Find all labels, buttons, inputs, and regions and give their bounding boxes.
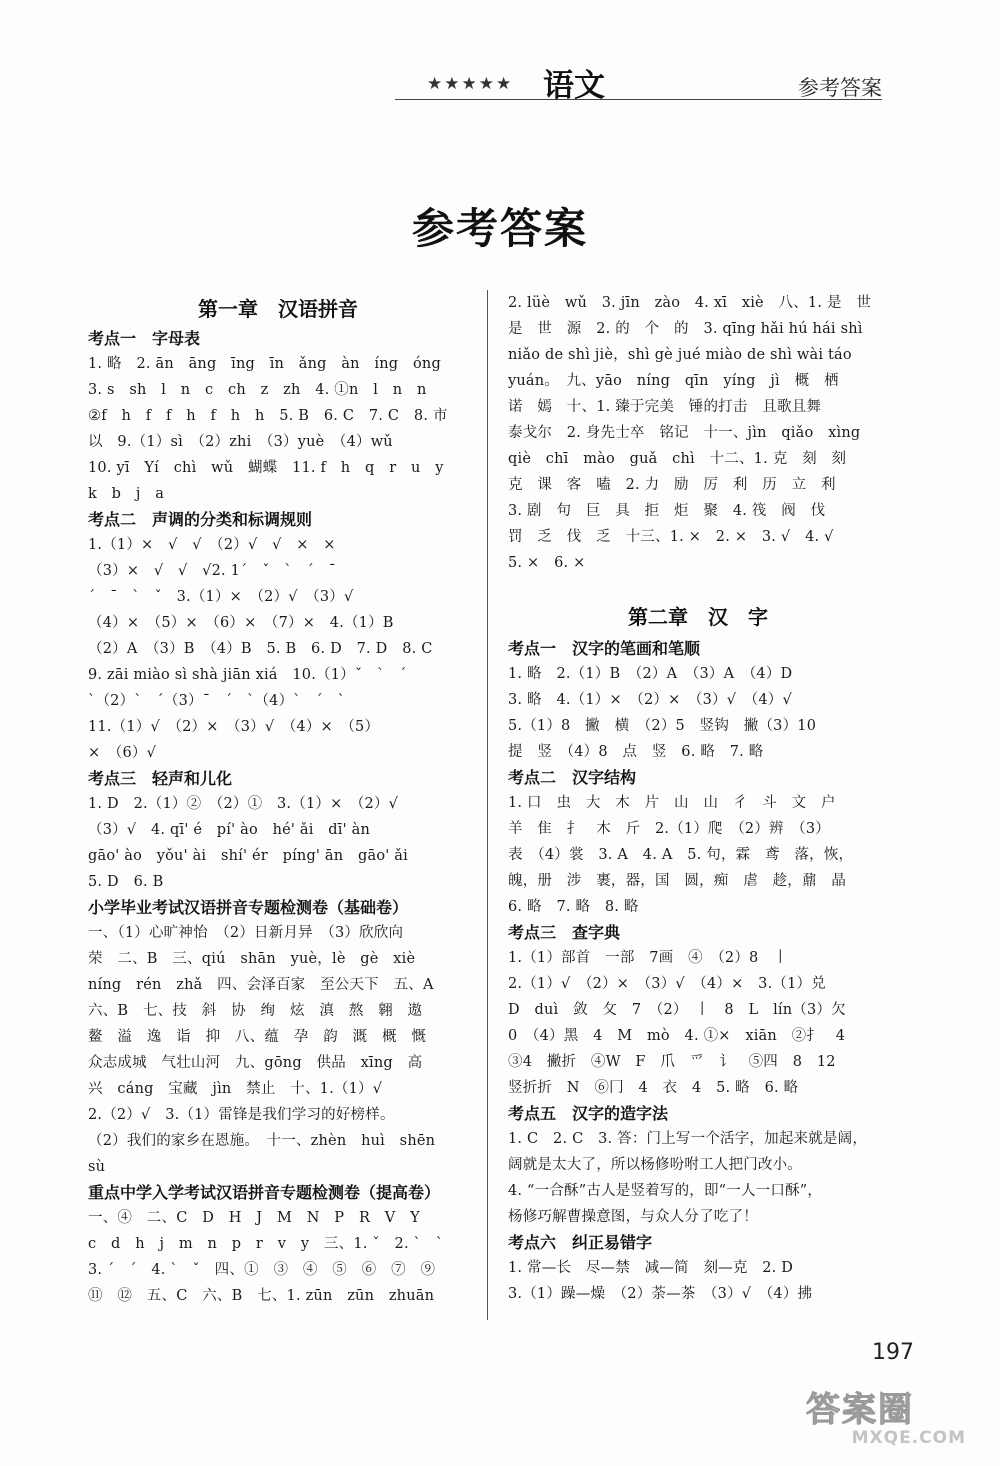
answer-block [88, 326, 468, 507]
answer-line: 诺 嫣 十、1. 臻于完美 锤的打击 且歌且舞 [508, 399, 822, 415]
section-heading: 考点六 纠正易错字 [508, 1233, 653, 1252]
answer-line: 克 课 客 嗑 2. 力 励 厉 利 历 立 利 [508, 477, 836, 493]
answer-line: （3）√ 4. qī' é pí' ào hé' ǎi dī' àn [88, 822, 370, 838]
answer-line: 杨修巧解曹操意图，与众人分了吃了！ [508, 1209, 758, 1225]
answer-block [508, 1230, 888, 1307]
answer-line: 提 竖 （4）8 点 竖 6. 略 7. 略 [508, 744, 764, 760]
answer-line: 1. C 2. C 3. 答：门上写一个活字，加起来就是阔， [508, 1131, 868, 1147]
answer-line: 1. D 2.（1）② （2）① 3.（1）× （2）√ [88, 796, 399, 812]
answer-line: 兴 cáng 宝藏 jìn 禁止 十、1.（1）√ [88, 1081, 383, 1097]
answer-line: qiè chī mào guǎ chì 十二、1. 克 刻 刻 [508, 451, 847, 467]
answer-block [88, 507, 468, 766]
header-section-label: 参考答案 [798, 76, 882, 100]
answer-line: 1.（1）× √ √ （2）√ √ × × [88, 537, 336, 553]
right-column [508, 290, 888, 1307]
answer-line: 一、（1）心旷神怡 （2）日新月异 （3）欣欣向 [88, 925, 404, 941]
answer-block [88, 1180, 468, 1309]
header-subject: 语文 [543, 68, 605, 104]
answer-line: 4. “一合酥”古人是竖着写的，即“一人一口酥”， [508, 1183, 823, 1199]
answer-line: 5. D 6. B [88, 874, 164, 890]
column-divider [487, 290, 488, 1320]
answer-line: 泰戈尔 2. 身先士卒 铭记 十一、jìn qiǎo xìng [508, 425, 861, 441]
answer-block [88, 766, 468, 895]
answer-line: 魄，册 涉 裹，器，国 圆，痴 虐 趁，鼐 晶 [508, 873, 847, 889]
running-header [395, 62, 882, 106]
answer-line: 2.（1）√ （2）× （3）√ （4）× 3.（1）兑 [508, 976, 826, 992]
section-heading: 考点三 查字典 [508, 923, 621, 942]
answer-line: 是 世 源 2. 的 个 的 3. qīng hǎi hú hái shì [508, 321, 863, 337]
star-rating-icon: ★★★★★ [427, 74, 514, 94]
section-heading: 考点二 汉字结构 [508, 768, 637, 787]
answer-line: sù [88, 1159, 106, 1175]
answer-line: （3）× √ √ √2. 1ˊ ˇ ˋ ˊ ˉ [88, 563, 337, 579]
answer-line: 羊 隹 扌 木 斤 2.（1）爬 （2）辨 （3） [508, 821, 831, 837]
answer-line: （2）我们的家乡在恩施。 十一、zhèn huì shēn [88, 1133, 436, 1149]
answer-line: 1. 略 2. ān āng īng īn ǎng àn íng óng [88, 356, 441, 372]
answer-line: yuán。 九、yāo níng qīn yíng jì 概 栖 [508, 373, 839, 389]
answer-line: 9. zāi miào sì shà jiān xiá 10.（1）ˇ ˋ ˊ [88, 667, 407, 683]
answer-line: ③4 撇折 ④W F 爪 爫 讠 ⑤四 8 12 [508, 1054, 836, 1070]
answer-line: 3. ˊ ˊ 4. ˋ ˇ 四、① ③ ④ ⑤ ⑥ ⑦ ⑨ [88, 1262, 436, 1278]
watermark [806, 1390, 966, 1448]
section-heading: 考点一 字母表 [88, 329, 201, 348]
answer-line: 表 （4）裳 3. A 4. A 5. 句，霖 鸢 落，恢， [508, 847, 854, 863]
answer-line: c d h j m n p r v y 三、1. ˇ 2. ˋ ˋ [88, 1236, 444, 1252]
answer-line: 11.（1）√ （2）× （3）√ （4）× （5） [88, 719, 380, 735]
section-heading: 考点二 声调的分类和标调规则 [88, 510, 313, 529]
section-heading: 小学毕业考试汉语拼音专题检测卷（基础卷） [88, 898, 409, 917]
answer-line: ˋ（2）ˋ ˊ（3）ˉ ˊ ˋ（4）ˋ ˊ ˋ [88, 693, 346, 709]
answer-line: （4）× （5）× （6）× （7）× 4.（1）B [88, 615, 394, 631]
answer-line: 罚 乏 伐 乏 十三、1. × 2. × 3. √ 4. √ [508, 529, 834, 545]
answer-line: 荣 二、B 三、qiú shān yuè，lè gè xiè [88, 951, 416, 967]
section-heading: 考点五 汉字的造字法 [508, 1104, 669, 1123]
page-number: 197 [872, 1340, 914, 1365]
section-heading: 重点中学入学考试汉语拼音专题检测卷（提高卷） [88, 1183, 441, 1202]
header-rule [395, 99, 882, 100]
answer-line: 众志成城 气壮山河 九、gōng 供品 xīng 高 [88, 1055, 423, 1071]
answer-line: 阔就是太大了，所以杨修吩咐工人把门改小。 [508, 1157, 802, 1173]
answer-block [508, 1101, 888, 1230]
answer-line: níng rén zhǎ 四、会泽百家 至公天下 五、A [88, 977, 434, 993]
answer-line: 5.（1）8 撇 横 （2）5 竖钩 撇（3）10 [508, 718, 817, 734]
answer-block [508, 765, 888, 920]
answer-line: 1.（1）部首 一部 7画 ④ （2）8 丨 [508, 950, 788, 966]
answer-line: ⑪ ⑫ 五、C 六、B 七、1. zūn zūn zhuān [88, 1288, 435, 1304]
answer-line: ˊ ˉ ˋ ˇ 3.（1）× （2）√ （3）√ [88, 589, 354, 605]
answer-line: 3. 略 4.（1）× （2）× （3）√ （4）√ [508, 692, 792, 708]
answer-line: 一、④ 二、C D H J M N P R V Y [88, 1210, 420, 1226]
answer-block [88, 895, 468, 1180]
answer-line: niǎo de shì jiè，shì gè jué miào de shì wài táo [508, 347, 852, 363]
answer-line: 2. lüè wǔ 3. jīn zào 4. xī xiè 八、1. 是 世 [508, 295, 872, 311]
chapter-heading: 第二章 汉 字 [628, 605, 768, 629]
answer-line: 1. 略 2.（1）B （2）A （3）A （4）D [508, 666, 793, 682]
answer-line: 竖折折 N ⑥冂 4 衣 4 5. 略 6. 略 [508, 1080, 799, 1096]
answer-block [508, 920, 888, 1101]
answer-line: 以 9.（1）sì （2）zhi （3）yuè （4）wǔ [88, 434, 393, 450]
answer-line: 鳌 溢 逸 诣 抑 八、蕴 孕 韵 溉 概 慨 [88, 1029, 427, 1045]
answer-block [508, 636, 888, 765]
watermark-url: MXQE.COM [851, 1428, 966, 1448]
answer-line: 1. 口 虫 大 木 片 山 山 彳 斗 文 户 [508, 795, 836, 811]
answer-line: k b j a [88, 486, 165, 502]
section-heading: 考点三 轻声和儿化 [88, 769, 233, 788]
answer-line: gāo' ào yǒu' ài shí' ér píng' ān gāo' ǎi [88, 848, 408, 864]
answer-line: 六、B 七、技 斜 协 绚 炫 滇 熬 翱 遨 [88, 1003, 423, 1019]
answer-line: 5. × 6. × [508, 555, 586, 571]
answer-line: D duì 敛 攵 7 （2） 丨 8 L lín（3）欠 [508, 1002, 846, 1018]
answer-line: 3. 剧 句 巨 具 拒 炬 聚 4. 筏 阀 伐 [508, 503, 826, 519]
answer-line: 3. s sh l n c ch z zh 4. ①n l n n [88, 382, 427, 398]
answer-line: 6. 略 7. 略 8. 略 [508, 899, 639, 915]
answer-line: 0 （4）黑 4 M mò 4. ①× xiān ②扌 4 [508, 1028, 846, 1044]
answer-line: 1. 常—长 尽—禁 减—简 刻—克 2. D [508, 1260, 794, 1276]
chapter-heading: 第一章 汉语拼音 [198, 297, 358, 321]
section-heading: 考点一 汉字的笔画和笔顺 [508, 639, 701, 658]
answer-line: ②f h f f h f h h 5. B 6. C 7. C 8. 市 [88, 408, 448, 424]
answer-line: （2）A （3）B （4）B 5. B 6. D 7. D 8. C [88, 641, 433, 657]
answer-line: 2.（2）√ 3.（1）雷锋是我们学习的好榜样。 [88, 1107, 395, 1123]
answer-line: 3.（1）躁—燥 （2）荼—茶 （3）√ （4）拂 [508, 1286, 813, 1302]
answer-line: × （6）√ [88, 745, 157, 761]
left-column [88, 292, 468, 1309]
watermark-logo: 答案圈 [806, 1390, 914, 1430]
answer-line: 10. yī Yí chì wǔ 蝴蝶 11. f h q r u y [88, 460, 444, 476]
page-title: 参考答案 [411, 204, 588, 253]
